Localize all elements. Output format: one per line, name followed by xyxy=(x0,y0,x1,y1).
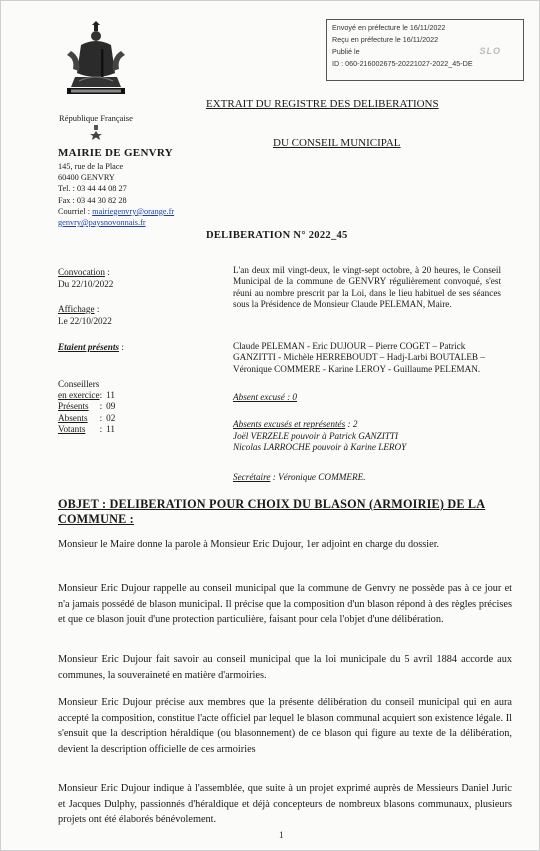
affichage-block: Affichage : Le 22/10/2022 xyxy=(58,304,112,326)
affichage-date: Le 22/10/2022 xyxy=(58,315,112,326)
marianne-emblem-icon xyxy=(61,21,131,103)
present-members: Claude PELEMAN - Eric DUJOUR – Pierre COGET – Patrick GANZITTI - Michèle HERREBOUDT – Hadj-Larbi BOUTALEB – Véronique COMMERE - Karine LEROY - Guillaume PELEMAN. xyxy=(233,341,485,374)
body-paragraph: Monsieur Eric Dujour précise aux membres que la présente délibération du conseil municipal qui en aura accepté la composition, constitue l'acte officiel par lequel le blason communal acquiert son existence légale. Il s'ensuit que la description héraldique (ou blasonnement) de ce blason qui figure au texte de la délibération, devient la description officielle de ces armoiries xyxy=(58,697,512,755)
mairie-name: MAIRIE DE GENVRY xyxy=(58,147,174,159)
fax-number: Fax : 03 44 30 82 28 xyxy=(58,195,127,205)
proxy-line: Nicolas LARROCHE pouvoir à Karine LEROY xyxy=(233,442,407,452)
deliberation-number: DELIBERATION N° 2022_45 xyxy=(206,230,348,241)
medal-icon xyxy=(90,125,102,141)
subject-heading: OBJET : DELIBERATION POUR CHOIX DU BLASON (ARMOIRIE) DE LA COMMUNE : xyxy=(58,497,486,526)
convocation-date: Du 22/10/2022 xyxy=(58,278,114,289)
excuses-count: : 2 xyxy=(345,419,358,429)
counts-table xyxy=(58,390,115,435)
presents-label: Etaient présents xyxy=(58,342,120,352)
convocation-block: Convocation : Du 22/10/2022 xyxy=(58,267,114,289)
address-street: 145, rue de la Place xyxy=(58,162,124,171)
presents-label-block: Etaient présents : xyxy=(58,342,124,352)
stamp-line-recu: Reçu en préfecture le 16/11/2022 xyxy=(332,35,439,44)
secretary-name: : Véronique COMMERE. xyxy=(270,472,366,482)
registry-title: EXTRAIT DU REGISTRE DES DELIBERATIONS xyxy=(206,98,439,110)
mairie-address-block xyxy=(58,161,174,228)
count-row: Absents : 02 xyxy=(58,412,116,423)
secretary-label: Secrétaire xyxy=(233,472,271,482)
stamp-line-publie: Publié le xyxy=(332,47,360,56)
email-link-secondary[interactable]: genvry@paysnovonnais.fr xyxy=(58,218,146,228)
council-title: DU CONSEIL MUNICIPAL xyxy=(273,137,401,149)
count-row: Présents : 09 xyxy=(58,401,116,412)
stamp-line-id: ID : 060-216002675-20221027-2022_45-DE xyxy=(332,59,473,68)
convocation-label: Convocation xyxy=(58,267,105,277)
body-paragraph: Monsieur Eric Dujour fait savoir au conseil municipal que la loi municipale du 5 avril 1884 accorde aux communes, la souveraineté en matière d'armoiries. xyxy=(58,654,512,681)
address-city: 60400 GENVRY xyxy=(58,173,115,183)
affichage-label: Affichage xyxy=(58,304,95,314)
meeting-intro: L'an deux mil vingt-deux, le vingt-sept octobre, à 20 heures, le Conseil Municipal de la commune de GENVRY régulièrement convoqué, s'est réuni au nombre prescrit par la Loi, dans le lieu habituel de ses séances sous la Présidence de Monsieur Claude PELEMAN, Maire. xyxy=(233,265,501,310)
count-row: en exercice : 11 xyxy=(58,390,115,401)
email-label: Courriel : xyxy=(58,206,93,216)
stamp-line-envoye: Envoyé en préfecture le 16/11/2022 xyxy=(332,23,446,32)
body-paragraph: Monsieur Eric Dujour rappelle au conseil municipal que la commune de Genvry ne possède pas à ce jour et n'a jamais possédé de blason municipal. Il précise que la composition d'un blason répond à des règles précises et que ce blason jouit d'une protection particulière, faisant pour cela l'objet d'une délibération. xyxy=(58,583,512,625)
absent-excuse: Absent excusé : 0 xyxy=(233,392,298,402)
proxy-line: Joël VERZELE pouvoir à Patrick GANZITTI xyxy=(233,430,399,441)
councillor-counts xyxy=(58,379,115,435)
secretary-line xyxy=(233,472,366,482)
excuses-label: Absents excusés et représentés xyxy=(233,419,346,429)
counts-heading: Conseillers xyxy=(58,379,100,389)
email-link-primary[interactable]: mairiegenvry@orange.fr xyxy=(92,206,175,216)
count-row: Votants : 11 xyxy=(58,423,115,434)
phone-number: Tel. : 03 44 44 08 27 xyxy=(58,184,127,194)
page-number: 1 xyxy=(279,830,284,840)
prefecture-stamp xyxy=(326,19,524,81)
body-paragraph: Monsieur le Maire donne la parole à Monsieur Eric Dujour, 1er adjoint en charge du dossier. xyxy=(58,539,440,550)
email-line xyxy=(58,206,174,217)
absents-represented-block xyxy=(233,419,406,454)
body-paragraph: Monsieur Eric Dujour indique à l'assemblée, que suite à un projet exprimé auprès de Messieurs Daniel Juric et Jacques Dulphy, passionnés d'héraldique et déjà concepteurs de nombreux blasons communaux, plusieurs projets ont été élaborés bénévolement. xyxy=(58,783,512,825)
stamp-mark: SLO xyxy=(479,46,501,56)
republique-francaise-label: République Française xyxy=(59,113,133,123)
